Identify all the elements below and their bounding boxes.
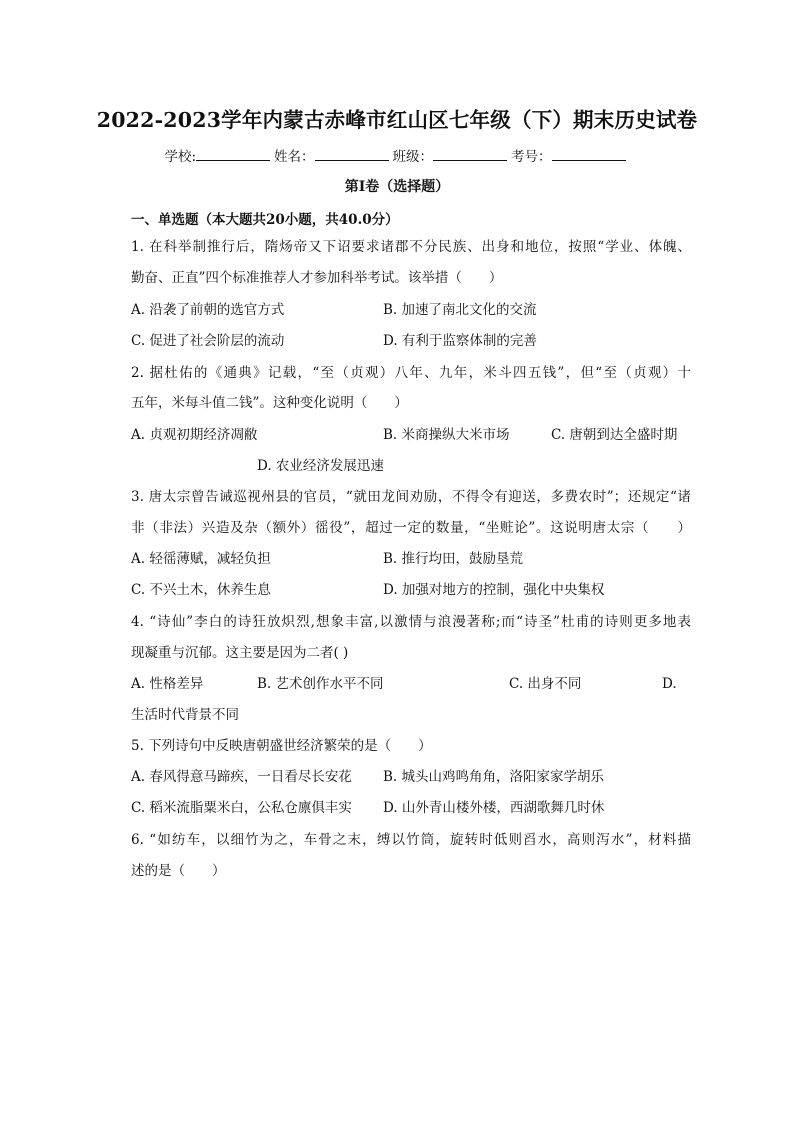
part-title: 一、单选题（本大题共20小题，共40.0分） [131,212,399,228]
question-1-stem-line-2: 勤奋、正直”四个标准推荐人才参加科举考试。该举措（ ） [131,270,503,286]
question-3-option-a[interactable]: A. 轻徭薄赋，减轻负担 [131,551,271,567]
name-label: 姓名： [274,149,315,165]
question-2-stem-line-2: 五年，米每斗值二钱”。这种变化说明（ ） [131,395,408,411]
question-4-option-d[interactable]: D. [662,676,677,692]
question-1-stem-line-1: 1. 在科举制推行后，隋炀帝又下诏要求诸郡不分民族、出身和地位，按照“学业、体魄、 [131,239,691,255]
question-3-stem-line-2: 非（非法）兴造及杂（额外）徭役”，超过一定的数量，“坐赃论”。这说明唐太宗（ ） [131,520,691,536]
class-blank[interactable] [433,148,507,161]
section-title: 第I卷（选择题） [344,179,450,195]
question-2-stem-line-1: 2. 据杜佑的《通典》记载，“至（贞观）八年、九年，米斗四五钱”，但“至（贞观）十 [131,365,691,381]
question-1-option-b[interactable]: B. 加速了南北文化的交流 [383,302,537,318]
question-4-option-c[interactable]: C. 出身不同 [509,676,582,692]
question-2-option-d[interactable]: D. 农业经济发展迅速 [257,458,384,474]
question-3-option-d[interactable]: D. 加强对地方的控制，强化中央集权 [383,582,605,598]
question-1-option-c[interactable]: C. 促进了社会阶层的流动 [131,333,285,349]
question-4-stem-line-1: 4. “诗仙”李白的诗狂放炽烈,想象丰富,以激情与浪漫著称;而“诗圣”杜甫的诗则更多地表 [131,614,691,630]
question-1-option-a[interactable]: A. 沿袭了前朝的选官方式 [131,302,285,318]
question-6-stem-line-2: 述的是（ ） [131,863,226,879]
question-5-option-a[interactable]: A. 春风得意马蹄疾，一日看尽长安花 [131,769,352,785]
question-4-stem-line-2: 现凝重与沉郁。这主要是因为二者( ) [131,645,349,661]
question-5-option-b[interactable]: B. 城头山鸡鸣角角，洛阳家家学胡乐 [383,769,605,785]
question-5-stem-line-1: 5. 下列诗句中反映唐朝盛世经济繁荣的是（ ） [131,738,432,754]
question-4-option-b[interactable]: B. 艺术创作水平不同 [257,676,384,692]
school-blank[interactable] [196,148,270,161]
question-5-option-c[interactable]: C. 稻米流脂粟米白，公私仓廪俱丰实 [131,800,352,816]
question-4-option-a[interactable]: A. 性格差异 [131,676,204,692]
number-blank[interactable] [552,148,626,161]
class-label: 班级： [392,149,434,165]
school-label: 学校: [164,149,197,165]
question-4-option-d-text[interactable]: 生活时代背景不同 [131,707,239,723]
name-blank[interactable] [315,148,389,161]
number-label: 考号： [511,149,552,165]
question-2-option-c[interactable]: C. 唐朝到达全盛时期 [551,427,678,443]
student-info-line [0,145,794,165]
question-3-stem-line-1: 3. 唐太宗曾告诫巡视州县的官员，“就田龙间劝励，不得令有迎送，多费农时”；还规定“诸 [131,489,691,505]
question-1-option-d[interactable]: D. 有利于监察体制的完善 [383,333,537,349]
question-2-option-a[interactable]: A. 贞观初期经济凋敝 [131,427,258,443]
question-2-option-b[interactable]: B. 米商操纵大米市场 [383,427,510,443]
exam-title: 2022-2023学年内蒙古赤峰市红山区七年级（下）期末历史试卷 [96,108,698,132]
question-5-option-d[interactable]: D. 山外青山楼外楼，西湖歌舞几时休 [383,800,605,816]
question-6-stem-line-1: 6. “如纺车，以细竹为之，车骨之末，缚以竹筒，旋转时低则舀水，高则泻水”，材料描 [131,832,691,848]
question-3-option-c[interactable]: C. 不兴土木，休养生息 [131,582,271,598]
question-3-option-b[interactable]: B. 推行均田，鼓励垦荒 [383,551,524,567]
